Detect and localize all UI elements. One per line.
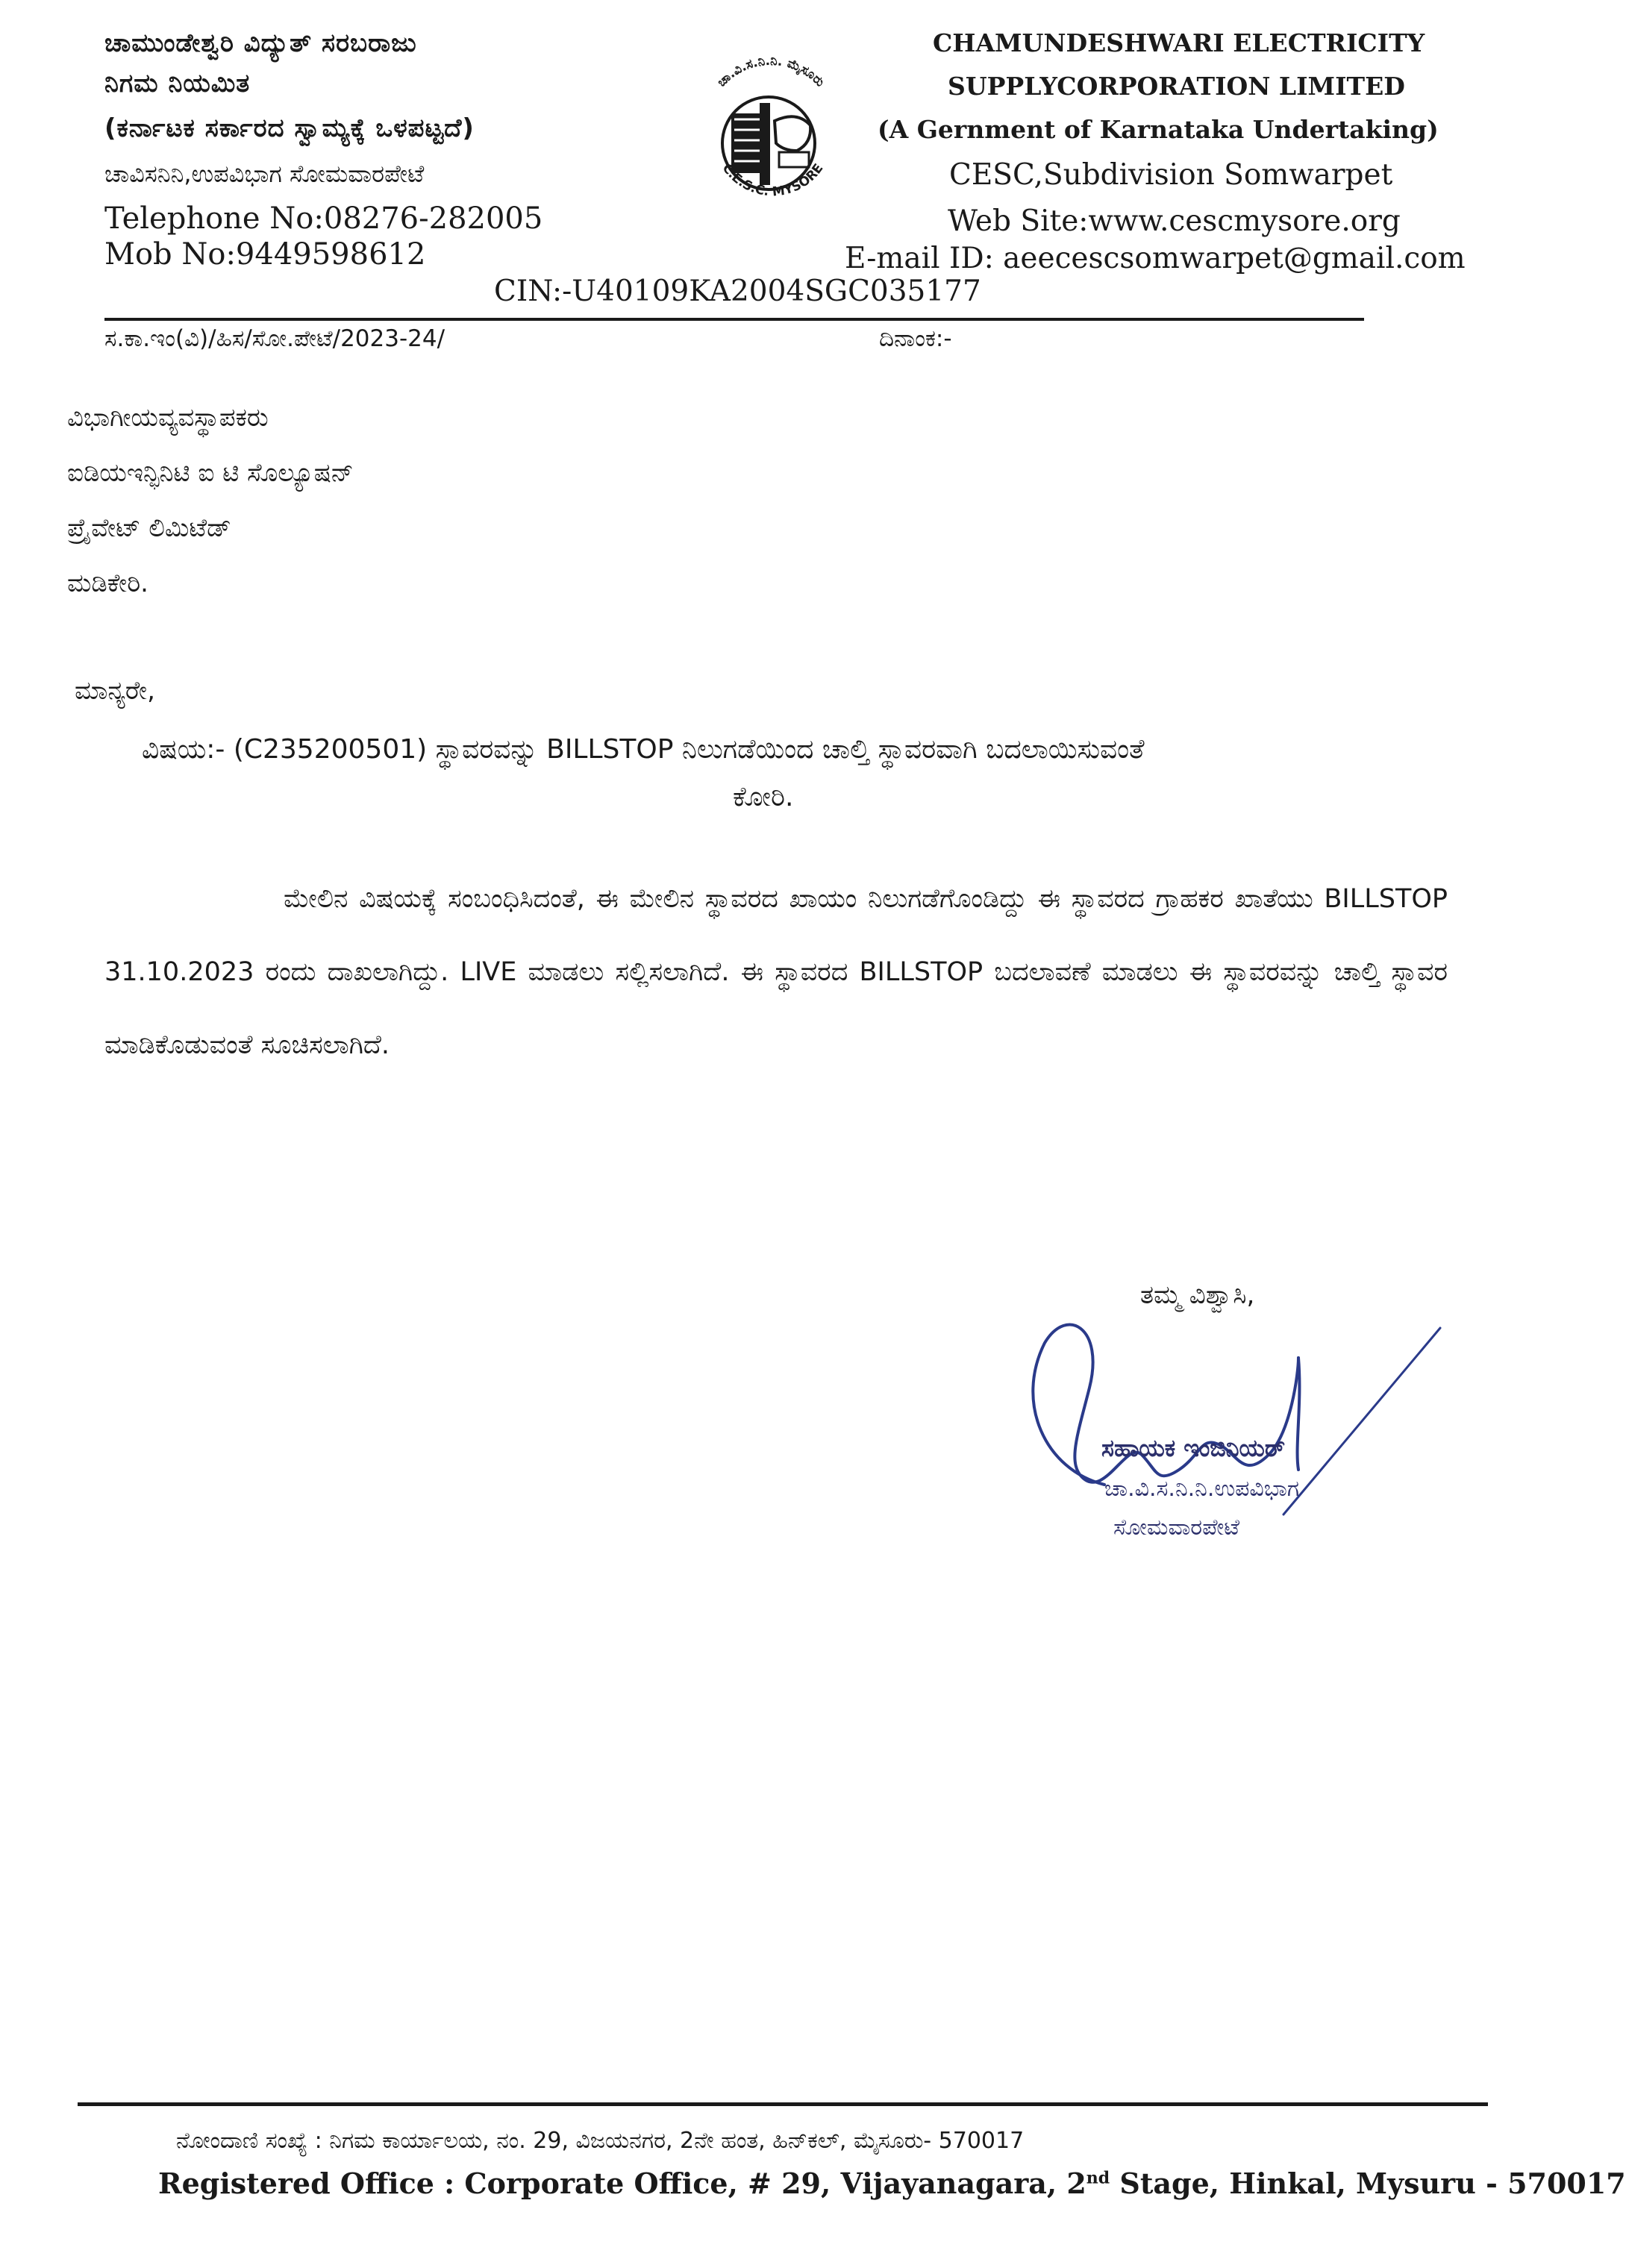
en-company-name-line2: SUPPLYCORPORATION LIMITED	[948, 72, 1405, 101]
email-line: E-mail ID: aeecescsomwarpet@gmail.com	[845, 242, 1466, 275]
en-subdivision-line: CESC,Subdivision Somwarpet	[949, 158, 1393, 192]
salutation: ಮಾನ್ಯರೇ,	[75, 676, 155, 706]
mobile-number: Mob No:9449598612	[104, 237, 426, 272]
kn-company-name-line1: ಚಾಮುಂಡೇಶ್ವರಿ ವಿದ್ಯುತ್ ಸರಬರಾಜು	[104, 28, 417, 58]
subject-line2: ಕೋರಿ.	[733, 782, 794, 812]
closing-regards: ತಮ್ಮ ವಿಶ್ವಾಸಿ,	[1140, 1280, 1255, 1310]
cin-number: CIN:-U40109KA2004SGC035177	[494, 275, 981, 308]
handwritten-signature-icon	[1000, 1283, 1448, 1552]
stamp-designation: ಸಹಾಯಕ ಇಂಜಿನಿಯರ್	[1101, 1434, 1286, 1462]
footer-en-address-part1: Registered Office : Corporate Office, # 29, Vijayanagara, 2	[158, 2167, 1086, 2200]
website-line: Web Site:www.cescmysore.org	[948, 204, 1401, 238]
stamp-place: ಸೋಮವಾರಪೇಟೆ	[1113, 1514, 1240, 1541]
logo-top-text: ಚಾ.ವಿ.ಸ.ನಿ.ನಿ. ಮೈಸೂರು	[714, 53, 828, 90]
kn-undertaking-line: (ಕರ್ನಾಟಕ ಸರ್ಕಾರದ ಸ್ವಾಮ್ಯಕ್ಕೆ ಒಳಪಟ್ಟದೆ)	[104, 113, 475, 143]
recipient-line2: ಐಡಿಯಇನ್ಫಿನಿಟಿ ಐ ಟಿ ಸೊಲ್ಯೂಷನ್	[67, 458, 354, 488]
footer-en-address-part2: Stage, Hinkal, Mysuru - 570017	[1110, 2167, 1626, 2200]
svg-text:C.E.S.C. MYSORE	[719, 161, 827, 200]
footer-en-address	[158, 2167, 1626, 2200]
footer-kn-address: ನೋಂದಾಣಿ ಸಂಖ್ಯೆ : ನಿಗಮ ಕಾರ್ಯಾಲಯ, ನಂ. 29, ವಿಜಯನಗರ, 2ನೇ ಹಂತ, ಹಿನ್‌ಕಲ್, ಮೈಸೂರು- 570017	[176, 2128, 1025, 2154]
recipient-line4: ಮಡಿಕೇರಿ.	[67, 568, 148, 598]
en-company-name-line1: CHAMUNDESHWARI ELECTRICITY	[933, 28, 1425, 57]
date-label: ದಿನಾಂಕ:-	[879, 325, 952, 352]
body-paragraph	[104, 862, 1448, 1082]
subject-line1: ವಿಷಯ:- (C235200501) ಸ್ಥಾವರವನ್ನು BILLSTOP ನಿಲುಗಡೆಯಿಂದ ಚಾಲ್ತಿ ಸ್ಥಾವರವಾಗಿ ಬದಲಾಯಿಸುವಂತೆ	[142, 734, 1145, 765]
body-paragraph-text: ಮೇಲಿನ ವಿಷಯಕ್ಕೆ ಸಂಬಂಧಿಸಿದಂತೆ, ಈ ಮೇಲಿನ ಸ್ಥಾವರದ ಖಾಯಂ ನಿಲುಗಡೆಗೊಂಡಿದ್ದು ಈ ಸ್ಥಾವರದ ಗ್ರಾಹಕರ ಖಾತೆಯು BILLSTOP 31.10.2023 ರಂದು ದಾಖಲಾಗಿದ್ದು. LIVE ಮಾಡಲು ಸಲ್ಲಿಸಲಾಗಿದೆ. ಈ ಸ್ಥಾವರದ BILLSTOP ಬದಲಾವಣೆ ಮಾಡಲು ಈ ಸ್ಥಾವರವನ್ನು ಚಾಲ್ತಿ ಸ್ಥಾವರ ಮಾಡಿಕೊಡುವಂತೆ ಸೂಚಿಸಲಾಗಿದೆ.	[104, 884, 1448, 1060]
recipient-line3: ಪ್ರೈವೇಟ್ ಲಿಮಿಟೆಡ್	[67, 513, 231, 543]
stamp-office: ಚಾ.ವಿ.ಸ.ನಿ.ನಿ.ಉಪವಿಭಾಗ	[1104, 1476, 1300, 1502]
footer-en-address-sup: nd	[1086, 2168, 1110, 2188]
en-undertaking-line: (A Gernment of Karnataka Undertaking)	[878, 115, 1439, 144]
svg-text:ಚಾ.ವಿ.ಸ.ನಿ.ನಿ. ಮೈಸೂರು	[714, 54, 828, 90]
logo-bottom-text: C.E.S.C. MYSORE	[719, 160, 827, 200]
footer-divider	[78, 2102, 1488, 2106]
recipient-line1: ವಿಭಾಗೀಯವ್ಯವಸ್ಥಾಪಕರು	[67, 403, 269, 433]
cesc-emblem-icon	[685, 39, 857, 218]
reference-number: ಸ.ಕಾ.ಇಂ(ವಿ)/ಹಿಸ/ಸೋ.ಪೇಟೆ/2023-24/	[104, 325, 445, 352]
header-divider	[104, 318, 1364, 321]
telephone-number: Telephone No:08276-282005	[104, 201, 543, 236]
kn-subdivision-line: ಚಾವಿಸನಿನಿ,ಉಪವಿಭಾಗ ಸೋಮವಾರಪೇಟೆ	[104, 160, 425, 188]
kn-company-name-line2: ನಿಗಮ ನಿಯಮಿತ	[104, 69, 251, 98]
